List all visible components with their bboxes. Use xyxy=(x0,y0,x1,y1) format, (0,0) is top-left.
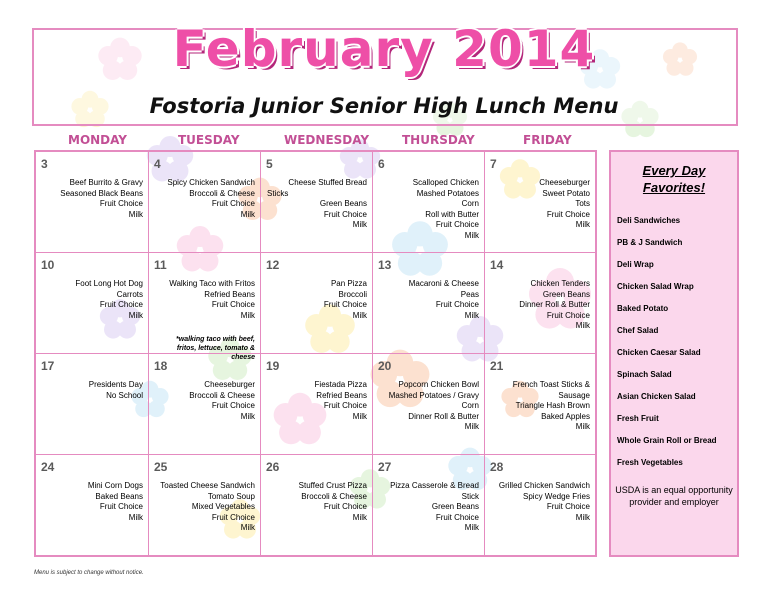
menu-items xyxy=(267,178,367,231)
menu-item: Cheese Stuffed Bread xyxy=(288,178,367,187)
menu-items xyxy=(491,279,590,332)
menu-item: Fruit Choice xyxy=(435,300,479,309)
day-cell xyxy=(373,455,485,555)
favorite-item: Deli Sandwiches xyxy=(617,216,681,225)
menu-item: Broccoli & Cheese xyxy=(189,390,255,400)
day-cell xyxy=(149,354,261,455)
day-cell xyxy=(36,455,149,555)
day-cell xyxy=(149,455,261,555)
day-cell xyxy=(485,354,595,455)
menu-item: Fruit Choice xyxy=(435,220,479,229)
menu-item: Refried Beans xyxy=(316,390,367,400)
menu-items xyxy=(42,279,143,321)
day-number: 17 xyxy=(41,359,55,373)
menu-item: Stick xyxy=(461,491,479,501)
menu-item: Green Beans xyxy=(542,289,590,299)
menu-item: French Toast Sticks & xyxy=(512,380,590,389)
favorite-item: Whole Grain Roll or Bread xyxy=(617,436,717,445)
day-cell xyxy=(149,253,261,361)
day-number: 18 xyxy=(154,359,168,373)
menu-item: Green Beans xyxy=(319,199,367,208)
menu-item: Fruit Choice xyxy=(323,300,367,309)
favorites-title xyxy=(611,162,737,196)
favorite-item: Chef Salad xyxy=(617,326,659,335)
menu-item: Milk xyxy=(240,310,255,320)
menu-item: Milk xyxy=(240,411,255,421)
menu-item: Fruit Choice xyxy=(323,401,367,410)
day-cell xyxy=(485,253,595,354)
menu-item: Fruit Choice xyxy=(546,310,590,320)
day-number: 26 xyxy=(266,460,280,474)
day-cell xyxy=(261,455,373,555)
day-number: 5 xyxy=(266,157,273,171)
favorite-item: Baked Potato xyxy=(617,304,669,313)
day-number: 12 xyxy=(266,258,280,272)
menu-item: Fruit Choice xyxy=(99,199,143,208)
day-number: 14 xyxy=(490,258,504,272)
day-number: 28 xyxy=(490,460,504,474)
menu-item: Milk xyxy=(464,422,479,431)
menu-item: Chicken Tenders xyxy=(530,279,590,288)
menu-item: Beef Burrito & Gravy xyxy=(69,178,143,187)
menu-item: Milk xyxy=(464,230,479,240)
day-cell xyxy=(373,253,485,354)
day-cell xyxy=(36,253,149,354)
menu-item: Broccoli & Cheese xyxy=(301,491,367,501)
menu-item: Green Beans xyxy=(431,502,479,511)
menu-item: Triangle Hash Brown xyxy=(515,401,590,410)
school-title: Fostoria Junior Senior High Lunch Menu xyxy=(149,94,619,118)
weekday-tuesday: TUESDAY xyxy=(178,133,240,147)
menu-item: Milk xyxy=(575,512,590,522)
favorite-item: PB & J Sandwich xyxy=(617,238,683,247)
menu-item: Milk xyxy=(240,523,255,532)
menu-item: Macaroni & Cheese xyxy=(408,279,479,288)
day-number: 11 xyxy=(154,258,167,272)
day-cell xyxy=(261,354,373,455)
menu-items xyxy=(155,178,255,220)
day-number: 25 xyxy=(154,460,168,474)
day-number: 10 xyxy=(41,258,55,272)
menu-items xyxy=(42,178,143,220)
menu-item: Seasoned Black Beans xyxy=(60,188,143,198)
day-cell xyxy=(36,152,149,253)
calendar-grid xyxy=(34,150,597,557)
menu-item: Fruit Choice xyxy=(211,401,255,410)
menu-item: Dinner Roll & Butter xyxy=(519,300,590,309)
menu-items xyxy=(267,380,367,422)
favorite-item: Fresh Vegetables xyxy=(617,458,683,467)
menu-item: Peas xyxy=(460,289,479,299)
day-number: 20 xyxy=(378,359,392,373)
day-number: 3 xyxy=(41,157,48,171)
day-number: 7 xyxy=(490,157,497,171)
favorites-title-line2: Favorites! xyxy=(642,180,706,195)
menu-item: Milk xyxy=(352,220,367,229)
menu-item: Tots xyxy=(575,199,590,208)
menu-item: Milk xyxy=(575,321,590,330)
menu-item: Milk xyxy=(464,310,479,320)
menu-items xyxy=(379,380,479,433)
menu-items xyxy=(267,481,367,523)
menu-item: Broccoli xyxy=(338,289,367,299)
day-cell xyxy=(261,152,373,253)
menu-item: Sweet Potato xyxy=(542,188,590,198)
menu-item: Tomato Soup xyxy=(207,491,255,501)
menu-item: No School xyxy=(106,390,143,400)
menu-item: Fiestada Pizza xyxy=(314,380,367,389)
day-cell xyxy=(261,253,373,354)
menu-item: Dinner Roll & Butter xyxy=(408,411,479,421)
day-cell xyxy=(485,455,595,555)
favorites-panel xyxy=(609,150,739,557)
menu-item: Roll with Butter xyxy=(425,209,479,219)
menu-item: Presidents Day xyxy=(88,380,143,389)
menu-item: Milk xyxy=(352,310,367,320)
menu-items xyxy=(491,481,590,523)
menu-item: Milk xyxy=(128,310,143,320)
menu-items xyxy=(379,481,479,534)
menu-item: Mashed Potatoes xyxy=(416,188,479,198)
menu-items xyxy=(491,178,590,231)
menu-item: Refried Beans xyxy=(204,289,255,299)
menu-item: Corn xyxy=(461,199,479,208)
menu-items xyxy=(155,279,255,321)
usda-statement: USDA is an equal opportunity provider and employer xyxy=(615,485,733,507)
day-cell xyxy=(485,152,595,253)
menu-item: Milk xyxy=(128,512,143,522)
day-number: 13 xyxy=(378,258,392,272)
menu-items xyxy=(155,380,255,422)
menu-item: Cheeseburger xyxy=(539,178,590,187)
menu-item: Mini Corn Dogs xyxy=(87,481,143,490)
menu-item: Milk xyxy=(352,512,367,522)
menu-item: Fruit Choice xyxy=(99,300,143,309)
favorite-item: Chicken Caesar Salad xyxy=(617,348,701,357)
day-number: 6 xyxy=(378,157,385,171)
favorite-item: Asian Chicken Salad xyxy=(617,392,696,401)
menu-item: Mixed Vegetables xyxy=(191,502,255,511)
menu-item: Milk xyxy=(464,523,479,532)
menu-item: Milk xyxy=(128,209,143,219)
menu-item: Mashed Potatoes / Gravy xyxy=(388,390,479,400)
menu-item: Fruit Choice xyxy=(323,209,367,219)
menu-item: Walking Taco with Fritos xyxy=(169,279,255,288)
month-title: February 2014 xyxy=(172,20,596,78)
menu-item: Fruit Choice xyxy=(211,199,255,208)
menu-item: Spicy Wedge Fries xyxy=(523,491,590,501)
day-number: 4 xyxy=(154,157,161,171)
menu-item: Pizza Casserole & Bread xyxy=(390,481,479,490)
menu-items xyxy=(42,481,143,523)
menu-item: Fruit Choice xyxy=(323,502,367,511)
menu-item: Fruit Choice xyxy=(211,300,255,309)
menu-item: Carrots xyxy=(116,289,143,299)
menu-item: Pan Pizza xyxy=(330,279,367,288)
menu-item: Scalloped Chicken xyxy=(412,178,479,187)
day-cell xyxy=(36,354,149,455)
menu-item: Milk xyxy=(575,220,590,229)
menu-item: Fruit Choice xyxy=(546,209,590,219)
weekday-friday: FRIDAY xyxy=(523,133,572,147)
day-number: 27 xyxy=(378,460,392,474)
menu-item: Popcorn Chicken Bowl xyxy=(398,380,479,389)
menu-item: Foot Long Hot Dog xyxy=(75,279,143,288)
menu-item: Fruit Choice xyxy=(546,502,590,511)
menu-items xyxy=(155,481,255,534)
day-cell xyxy=(149,152,261,253)
day-number: 24 xyxy=(41,460,55,474)
favorite-item: Fresh Fruit xyxy=(617,414,659,423)
favorite-item: Spinach Salad xyxy=(617,370,672,379)
menu-item: Stuffed Crust Pizza xyxy=(298,481,367,490)
footnote: Menu is subject to change without notice. xyxy=(34,570,144,576)
menu-items xyxy=(491,380,590,433)
weekday-monday: MONDAY xyxy=(68,133,127,147)
menu-items xyxy=(267,279,367,321)
weekday-wednesday: WEDNESDAY xyxy=(284,133,370,147)
menu-item: Fruit Choice xyxy=(99,502,143,511)
menu-items xyxy=(379,279,479,321)
menu-note: *walking taco with beef, fritos, lettuce, tomato & cheese xyxy=(176,336,255,361)
menu-items xyxy=(379,178,479,241)
menu-item: Sausage xyxy=(558,390,590,400)
menu-item: Corn xyxy=(461,401,479,410)
menu-item: Fruit Choice xyxy=(211,512,255,522)
menu-item: Milk xyxy=(575,422,590,431)
menu-items xyxy=(42,380,143,401)
menu-item: Sticks xyxy=(267,188,289,198)
menu-item: Broccoli & Cheese xyxy=(189,188,255,198)
menu-item: Baked Apples xyxy=(541,411,590,421)
favorite-item: Chicken Salad Wrap xyxy=(617,282,694,291)
weekday-thursday: THURSDAY xyxy=(402,133,475,147)
menu-item: Cheeseburger xyxy=(204,380,255,389)
menu-item: Milk xyxy=(240,209,255,219)
day-number: 21 xyxy=(490,359,504,373)
menu-item: Milk xyxy=(352,411,367,421)
favorites-title-line1: Every Day xyxy=(642,163,706,178)
favorite-item: Deli Wrap xyxy=(617,260,654,269)
menu-item: Fruit Choice xyxy=(435,512,479,522)
day-cell xyxy=(373,152,485,253)
day-number: 19 xyxy=(266,359,280,373)
menu-item: Toasted Cheese Sandwich xyxy=(160,481,255,490)
menu-item: Grilled Chicken Sandwich xyxy=(498,481,590,490)
day-cell xyxy=(373,354,485,455)
menu-item: Baked Beans xyxy=(95,491,143,501)
menu-item: Spicy Chicken Sandwich xyxy=(167,178,255,187)
